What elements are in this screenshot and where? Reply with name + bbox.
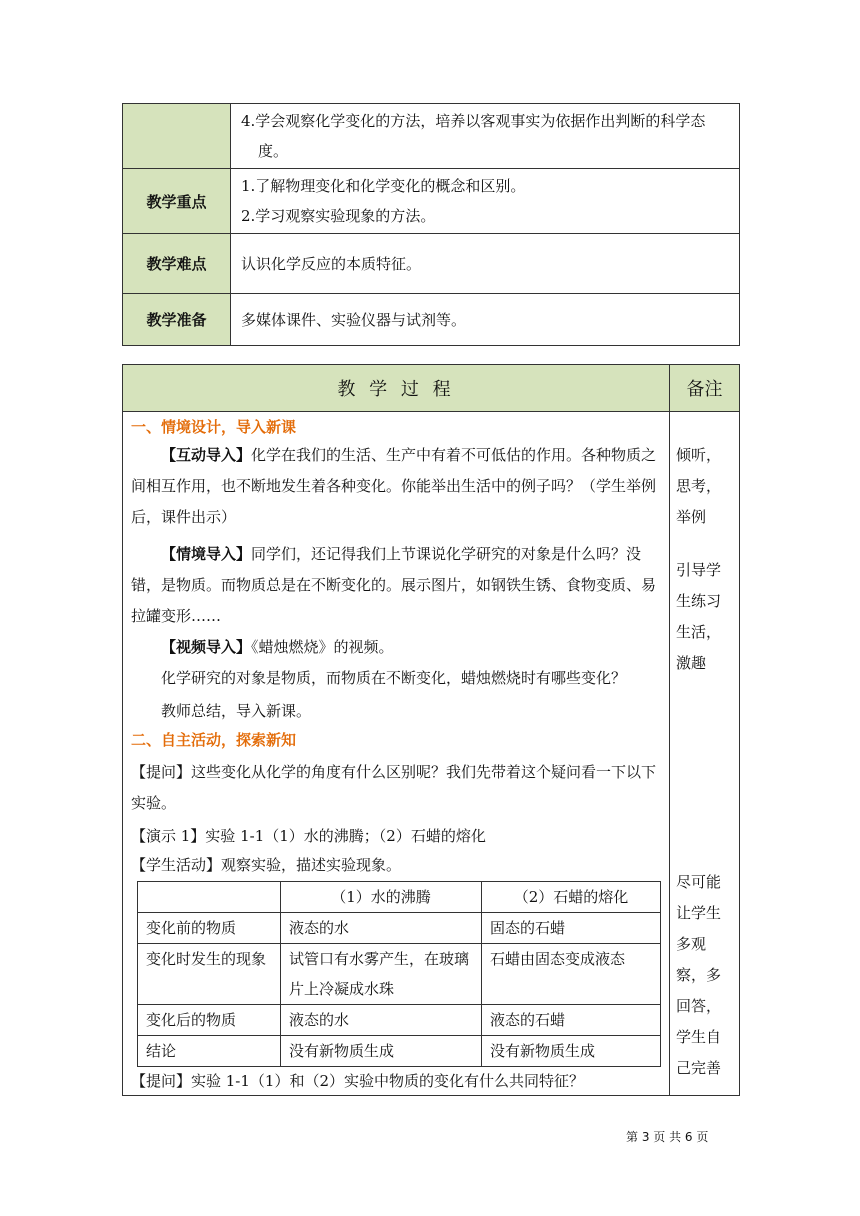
preparation-text: 多媒体课件、实验仪器与试剂等。: [231, 294, 740, 346]
paragraph-summary: 教师总结，导入新课。: [161, 702, 312, 720]
paragraph-ask-2: 【提问】实验 1-1（1）和（2）实验中物质的变化有什么共同特征？: [131, 1072, 585, 1090]
note-header: 备注: [670, 365, 740, 412]
process-body-row: [123, 412, 740, 1096]
section-2-title: 二、自主活动，探索新知: [131, 731, 297, 749]
process-content: [123, 412, 670, 1096]
experiment-cell: 没有新物质生成: [281, 1036, 482, 1067]
key-point-line: 1.了解物理变化和化学变化的概念和区别。: [241, 177, 526, 195]
paragraph-demo: 【演示 1】实验 1-1（1）水的沸腾；（2）石蜡的熔化: [131, 827, 486, 845]
experiment-cell: 结论: [138, 1036, 281, 1067]
note-1: 倾听，思考，举例: [676, 446, 722, 526]
process-title: 教 学 过 程: [123, 365, 670, 412]
difficulty-text: 认识化学反应的本质特征。: [231, 234, 740, 294]
process-header-row: [123, 365, 740, 412]
experiment-row: [138, 1036, 661, 1067]
info-key: [123, 104, 231, 169]
experiment-cell: 液态的水: [281, 1005, 482, 1036]
tag-scenario: 【情境导入】: [161, 545, 252, 563]
paragraph-ask-1: 【提问】这些变化从化学的角度有什么区别呢？我们先带着这个疑问看一下以下实验。: [131, 763, 657, 812]
paragraph-activity: 【学生活动】观察实验，描述实验现象。: [131, 856, 402, 874]
experiment-cell: 没有新物质生成: [482, 1036, 661, 1067]
experiment-cell: 试管口有水雾产生，在玻璃片上冷凝成水珠: [281, 944, 482, 1005]
section-1-title: 一、情境设计，导入新课: [131, 418, 297, 436]
experiment-header-cell: [138, 882, 281, 913]
experiment-header-row: [138, 882, 661, 913]
text-interactive: 化学在我们的生活、生产中有着不可低估的作用。各种物质之间相互作用，也不断地发生着各种变化。你能举出生活中的例子吗？（学生举例后，课件出示）: [131, 446, 657, 526]
experiment-cell: 液态的石蜡: [482, 1005, 661, 1036]
experiment-cell: 变化时发生的现象: [138, 944, 281, 1005]
info-row: [123, 169, 740, 234]
paragraph-video: [131, 632, 661, 663]
text-scenario: 同学们，还记得我们上节课说化学研究的对象是什么吗？没错，是物质。而物质总是在不断变化的。展示图片，如钢铁生锈、食物变质、易拉罐变形……: [131, 545, 657, 625]
experiment-header-cell: （2）石蜡的熔化: [482, 882, 661, 913]
experiment-cell: 液态的水: [281, 913, 482, 944]
experiment-header-cell: （1）水的沸腾: [281, 882, 482, 913]
paragraph-interactive: [131, 440, 661, 533]
experiment-row: [138, 1005, 661, 1036]
experiment-cell: 变化前的物质: [138, 913, 281, 944]
experiment-row: [138, 944, 661, 1005]
note-3: 尽可能让学生多观察，多回答，学生自己完善: [676, 873, 722, 1077]
objective-line: 4.学会观察化学变化的方法，培养以客观事实为依据作出判断的科学态度。: [241, 112, 706, 160]
paragraph-question: 化学研究的对象是物质，而物质在不断变化，蜡烛燃烧时有哪些变化？: [161, 669, 627, 687]
info-key: 教学准备: [123, 294, 231, 346]
info-table: [122, 103, 740, 346]
experiment-table: [137, 881, 661, 1067]
tag-video: 【视频导入】: [161, 638, 252, 656]
experiment-row: [138, 913, 661, 944]
text-video: 《蜡烛燃烧》的视频。: [251, 638, 394, 656]
paragraph-scenario: [131, 539, 661, 632]
info-key: 教学重点: [123, 169, 231, 234]
experiment-cell: 变化后的物质: [138, 1005, 281, 1036]
notes-column: [670, 412, 740, 1096]
info-row: [123, 104, 740, 169]
page-footer: 第 3 页 共 6 页: [626, 1130, 709, 1144]
note-2: 引导学生练习生活，激趣: [676, 561, 722, 672]
experiment-cell: 石蜡由固态变成液态: [482, 944, 661, 1005]
tag-interactive: 【互动导入】: [161, 446, 252, 464]
experiment-cell: 固态的石蜡: [482, 913, 661, 944]
info-row: [123, 294, 740, 346]
info-key: 教学难点: [123, 234, 231, 294]
key-point-line: 2.学习观察实验现象的方法。: [241, 207, 436, 225]
info-row: [123, 234, 740, 294]
process-table: [122, 364, 740, 1096]
